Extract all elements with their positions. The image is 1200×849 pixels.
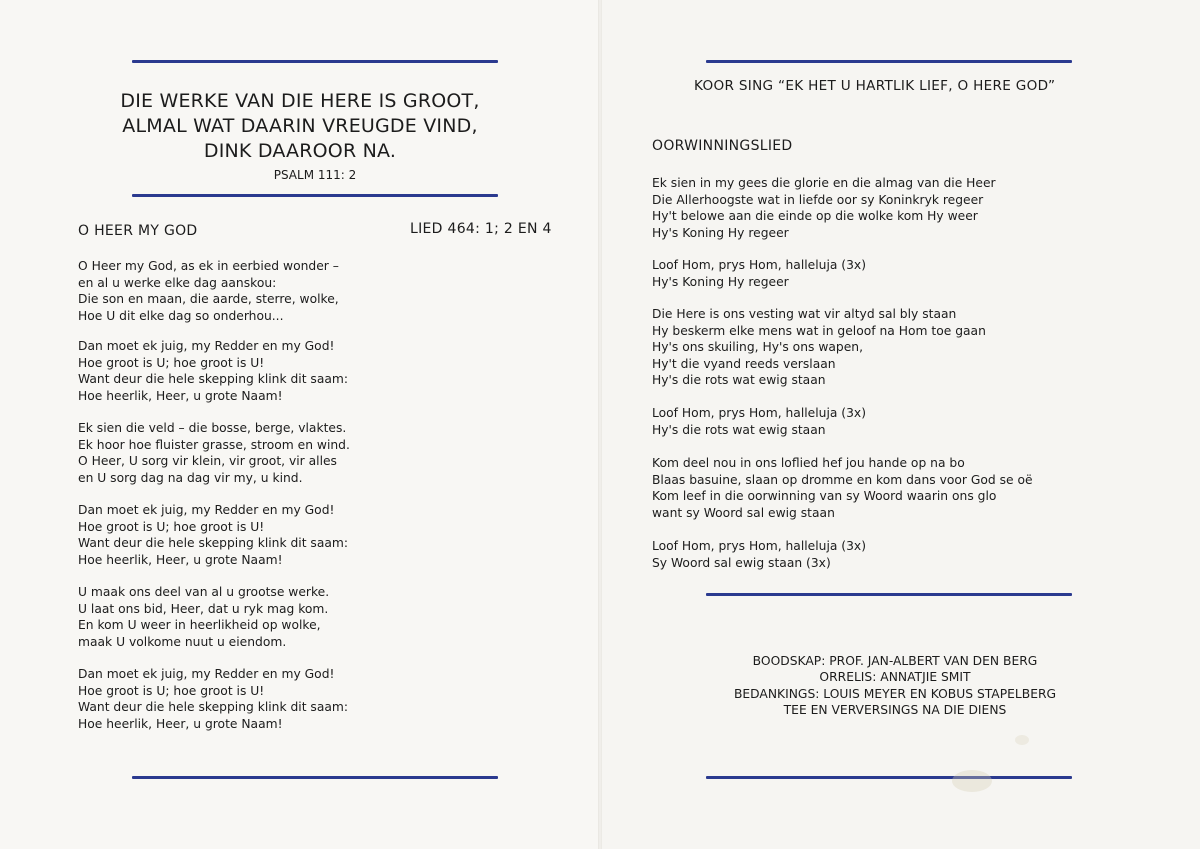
bottom-rule-left	[132, 776, 498, 779]
right-lyric-line: Blaas basuine, slaan op dromme en kom dans voor God se oë	[652, 472, 1033, 487]
left-lyric-line: en U sorg dag na dag vir my, u kind.	[78, 470, 303, 485]
left-lyric-line: Dan moet ek juig, my Redder en my God!	[78, 503, 335, 517]
song-title-left: O HEER MY GOD	[78, 223, 198, 239]
left-lyric-line: Dan moet ek juig, my Redder en my God!	[78, 667, 335, 681]
left-lyric-line: O Heer, U sorg vir klein, vir groot, vir alles	[78, 454, 337, 469]
left-lyric-line: Dan moet ek juig, my Redder en my God!	[78, 339, 335, 353]
left-lyric-line: Hoe groot is U; hoe groot is U!	[78, 519, 265, 534]
left-lyric-line: Hoe groot is U; hoe groot is U!	[78, 683, 265, 698]
left-lyric-line: U laat ons bid, Heer, dat u ryk mag kom.	[78, 601, 329, 616]
credit-organist: ORRELIS: ANNATJIE SMIT	[819, 670, 971, 685]
top-rule-left	[132, 60, 498, 63]
left-lyric-line: Want deur die hele skepping klink dit saam:	[78, 372, 349, 387]
right-lyric-line: want sy Woord sal ewig staan	[652, 505, 835, 520]
left-lyric-line: Want deur die hele skepping klink dit saam:	[78, 536, 349, 551]
left-lyric-line: U maak ons deel van al u grootse werke.	[78, 585, 330, 599]
right-lyric-line: Hy's Koning Hy regeer	[652, 274, 789, 289]
right-lyric-line: Loof Hom, prys Hom, halleluja (3x)	[652, 258, 867, 272]
choir-heading: KOOR SING “EK HET U HARTLIK LIEF, O HERE GOD”	[694, 78, 1056, 94]
left-lyric-line: En kom U weer in heerlikheid op wolke,	[78, 618, 321, 633]
credit-refreshments: TEE EN VERVERSINGS NA DIE DIENS	[783, 702, 1007, 717]
bottom-rule-right	[706, 776, 1072, 779]
right-lyric-line: Kom leef in die oorwinning van sy Woord waarin ons glo	[652, 489, 997, 504]
right-lyric-line: Hy's ons skuiling, Hy's ons wapen,	[652, 340, 863, 355]
left-lyric-line: Ek sien die veld – die bosse, berge, vlaktes.	[78, 421, 347, 435]
left-lyric-line: Hoe heerlik, Heer, u grote Naam!	[78, 388, 283, 403]
middle-rule-right	[706, 593, 1072, 596]
title-reference: PSALM 111: 2	[273, 168, 357, 182]
right-lyric-line: Hy's Koning Hy regeer	[652, 225, 789, 240]
credit-message: BOODSKAP: PROF. JAN-ALBERT VAN DEN BERG	[752, 654, 1038, 668]
right-lyric-line: Hy't belowe aan die einde op die wolke kom Hy weer	[652, 209, 978, 224]
service-credits	[700, 653, 1090, 718]
left-lyric-line: Hoe heerlik, Heer, u grote Naam!	[78, 552, 283, 567]
title-line-1: DIE WERKE VAN DIE HERE IS GROOT,	[120, 90, 480, 112]
right-lyric-line: Sy Woord sal ewig staan (3x)	[652, 555, 831, 570]
right-lyric-line: Hy beskerm elke mens wat in geloof na Hom toe gaan	[652, 323, 986, 338]
left-lyric-line: Hoe U dit elke dag so onderhou...	[78, 308, 284, 323]
paper-stain	[952, 770, 992, 792]
top-rule-right	[706, 60, 1072, 63]
title-line-3: DINK DAAROOR NA.	[203, 140, 397, 162]
right-lyric-line: Hy's die rots wat ewig staan	[652, 422, 826, 437]
right-lyric-line: Ek sien in my gees die glorie en die almag van die Heer	[652, 176, 996, 190]
left-lyric-line: Hoe heerlik, Heer, u grote Naam!	[78, 716, 283, 731]
right-lyric-line: Loof Hom, prys Hom, halleluja (3x)	[652, 406, 867, 420]
title-line-2: ALMAL WAT DAARIN VREUGDE VIND,	[122, 115, 478, 137]
right-lyric-line: Die Here is ons vesting wat vir altyd sal bly staan	[652, 307, 957, 321]
left-lyric-line: Ek hoor hoe fluister grasse, stroom en wind.	[78, 437, 350, 452]
right-lyric-line: Loof Hom, prys Hom, halleluja (3x)	[652, 539, 867, 553]
left-lyric-line: O Heer my God, as ek in eerbied wonder –	[78, 259, 339, 273]
right-lyric-line: Hy's die rots wat ewig staan	[652, 373, 826, 388]
title-bottom-rule	[132, 194, 498, 197]
paper-stain	[1015, 735, 1029, 745]
right-lyric-line: Kom deel nou in ons loflied hef jou hande op na bo	[652, 456, 965, 470]
right-lyric-line: Hy't die vyand reeds verslaan	[652, 356, 836, 371]
left-lyric-line: Hoe groot is U; hoe groot is U!	[78, 355, 265, 370]
song-reference: LIED 464: 1; 2 EN 4	[410, 221, 552, 237]
left-lyric-line: Die son en maan, die aarde, sterre, wolke,	[78, 292, 339, 307]
left-lyric-line: Want deur die hele skepping klink dit saam:	[78, 700, 349, 715]
left-lyric-line: en al u werke elke dag aanskou:	[78, 275, 277, 290]
song-title-right: OORWINNINGSLIED	[652, 138, 793, 154]
credit-thanks: BEDANKINGS: LOUIS MEYER EN KOBUS STAPELBERG	[733, 686, 1057, 701]
right-lyric-line: Die Allerhoogste wat in liefde oor sy Koninkryk regeer	[652, 192, 984, 207]
left-lyric-line: maak U volkome nuut u eiendom.	[78, 634, 287, 649]
